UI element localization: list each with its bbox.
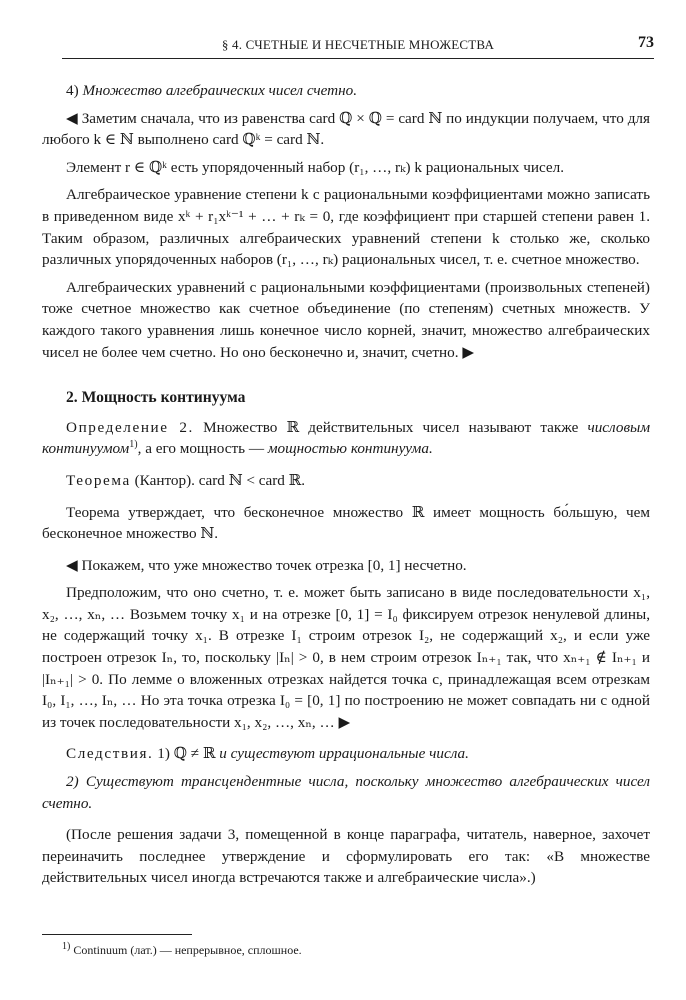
footnote-ref: 1) — [129, 439, 138, 451]
definition-term-2: мощностью континуума. — [267, 440, 433, 458]
theorem-statement: card ℕ < card ℝ. — [198, 471, 306, 489]
paragraph-5: Теорема утверждает, что бесконечное множество ℝ имеет мощность бо́льшую, чем бесконечное множество ℕ. — [42, 503, 650, 543]
running-header — [62, 34, 654, 59]
paragraph-8: (После решения задачи 3, помещенной в конце параграфа, читатель, наверное, захочет переиначить последнее утверждение и сформулировать его так: «В множестве действительных чисел иногда встречаются также и алгебраические числа».) — [42, 826, 650, 887]
proof-paragraph-1: ◀ Заметим сначала, что из равенства card ℚ × ℚ = card ℕ по индукции получаем, что для любого k ∈ ℕ выполнено card ℚᵏ = card ℕ. — [42, 109, 650, 149]
footnote — [62, 942, 302, 958]
corollary-1-text: и существуют иррациональные числа. — [219, 745, 469, 763]
corollaries — [42, 743, 650, 765]
page-number: 73 — [638, 34, 654, 51]
corollary-2: 2) Существуют трансцендентные числа, поскольку множество алгебраических чисел счетно. — [42, 773, 650, 812]
paragraph-7: Предположим, что оно счетно, т. е. может быть записано в виде последовательности x₁, x₂, …, xₙ, … Возьмем точку x₁ и на отрезке [0, 1] = I₀ фиксируем отрезок ненулевой длины, не содержащий точку x₁. В отрезке I₁ строим отрезок I₂, не содержащий x₂, и если уже построен отрезок Iₙ, то, поскольку |Iₙ| > 0, в нем строим отрезок Iₙ₊₁ так, что xₙ₊₁ ∉ Iₙ₊₁ и |Iₙ₊₁| > 0. По лемме о вложенных отрезках найдется точка c, принадлежащая всем отрезкам I₀, I₁, …, Iₙ, … Но эта точка отрезка I₀ = [0, 1] по построению не может совпадать ни с одной из точек последовательности x₁, x₂, …, xₙ, … ▶ — [42, 584, 651, 731]
paragraph-4: Алгебраических уравнений с рациональными коэффициентами (произвольных степеней) тоже счетное множество как счетное объединение (по степеням) счетных множеств. У каждого такого уравнения лишь конечное число корней, значит, множество алгебраических чисел не более чем счетно. Но оно бесконечно и, значит, счетно. ▶ — [42, 278, 650, 361]
footnote-rule — [42, 934, 192, 935]
header-title: § 4. СЧЕТНЫЕ И НЕСЧЕТНЫЕ МНОЖЕСТВА — [221, 37, 495, 52]
theorem — [42, 470, 650, 492]
definition-term-1: числовым континуумом — [42, 418, 651, 458]
corollary-1-math: ℚ ≠ ℝ — [173, 745, 216, 763]
definition-label: Определение 2. — [66, 418, 194, 436]
section-heading: 2. Мощность континуума — [66, 389, 246, 407]
item-4-number: 4) — [66, 82, 79, 99]
theorem-label: Теорема — [66, 471, 131, 489]
corollary-label: Следствия. — [66, 745, 154, 763]
definition-text-a: Множество ℝ действительных чисел называют также — [203, 418, 579, 436]
item-4-title: Множество алгебраических чисел счетно. — [82, 82, 358, 99]
page-body — [42, 80, 650, 889]
corollary-1-number: 1) — [157, 745, 170, 763]
item-4-heading — [42, 80, 650, 102]
theorem-author: (Кантор). — [134, 471, 195, 489]
proof-paragraph-6: ◀ Покажем, что уже множество точек отрезка [0, 1] несчетно. — [66, 556, 467, 574]
paragraph-3: Алгебраическое уравнение степени k с рациональными коэффициентами можно записать в приведенном виде xᵏ + r₁xᵏ⁻¹ + … + rₖ = 0, где коэффициент при старшей степени равен 1. Таким образом, различных алгебраических уравнений степени k столько же, сколько различных упорядоченных наборов (r₁, …, rₖ) рациональных чисел, т. е. счетное множество. — [42, 186, 650, 269]
footnote-mark: 1) — [62, 941, 71, 952]
definition-2 — [42, 417, 650, 460]
definition-text-b: , а его мощность — — [137, 440, 265, 458]
footnote-text: Continuum (лат.) — непрерывное, сплошное. — [73, 943, 302, 957]
paragraph-2: Элемент r ∈ ℚᵏ есть упорядоченный набор (r₁, …, rₖ) k рациональных чисел. — [66, 158, 565, 176]
